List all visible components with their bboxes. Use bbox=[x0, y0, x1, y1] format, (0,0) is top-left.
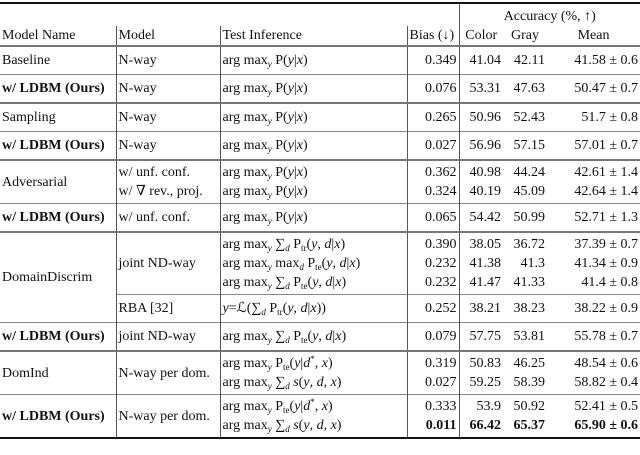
bias-value: 0.349 bbox=[425, 53, 457, 68]
test-inference-cell bbox=[220, 395, 407, 439]
bias-value: 0.232 bbox=[425, 275, 457, 290]
gray-accuracy-cell bbox=[503, 295, 547, 323]
mean-accuracy-cell bbox=[547, 232, 640, 295]
mean-accuracy-value: 42.64 ± 1.4 bbox=[574, 184, 639, 199]
color-accuracy-value: 57.75 bbox=[469, 329, 501, 344]
mean-accuracy-cell bbox=[547, 295, 640, 323]
mean-accuracy-value: 41.34 ± 0.9 bbox=[574, 256, 639, 271]
test-inference-value: arg $\max_y \sum_d$ $P_{te}(y$, d|x) bbox=[222, 275, 347, 291]
table-row bbox=[0, 160, 640, 204]
mean-accuracy-value: 52.71 ± 1.3 bbox=[574, 210, 639, 225]
color-accuracy-value: 56.96 bbox=[469, 138, 501, 153]
gray-accuracy-value: 65.37 bbox=[513, 418, 545, 433]
gray-accuracy-value: 41.3 bbox=[520, 256, 545, 271]
mean-accuracy-value: 41.58 ± 0.6 bbox=[574, 53, 639, 68]
test-inference-cell bbox=[220, 75, 407, 104]
header-model: Model bbox=[116, 26, 220, 46]
test-inference-value: arg $\max_y P(y|x)$ bbox=[222, 110, 308, 126]
bias-value: 0.333 bbox=[425, 399, 457, 414]
mean-accuracy-value: 65.90 ± 0.6 bbox=[574, 418, 639, 433]
gray-accuracy-value: 45.09 bbox=[513, 184, 545, 199]
gray-accuracy-cell bbox=[503, 160, 547, 204]
test-inference-value: arg $\max_y P(y|x)$ bbox=[222, 81, 308, 97]
color-accuracy-cell bbox=[459, 295, 503, 323]
gray-accuracy-value: 53.81 bbox=[513, 329, 545, 344]
color-accuracy-cell bbox=[459, 132, 503, 161]
mean-accuracy-value: 50.47 ± 0.7 bbox=[574, 81, 639, 96]
test-inference-value: $y=ℒ(\sum_d$ $P_{tr}(y$, d|x)) bbox=[222, 301, 326, 317]
gray-accuracy-cell bbox=[503, 351, 547, 395]
test-inference-value: arg $\max_y \sum_d$ $P_{te}(y$, d|x) bbox=[222, 329, 347, 345]
test-inference-cell bbox=[220, 323, 407, 352]
model-cell: N-way bbox=[116, 132, 220, 161]
test-inference-value: arg $\max_y P(y|x)$ bbox=[222, 165, 308, 181]
mean-accuracy-cell bbox=[547, 204, 640, 233]
bias-cell bbox=[407, 103, 459, 132]
color-accuracy-value: 66.42 bbox=[469, 418, 501, 433]
test-inference-cell bbox=[220, 103, 407, 132]
header-spacer bbox=[0, 3, 459, 26]
bias-value: 0.065 bbox=[425, 210, 457, 225]
test-inference-value: arg $\max_y \sum_d$ s(y, d, x) bbox=[222, 375, 342, 391]
bias-value: 0.252 bbox=[425, 301, 457, 316]
color-accuracy-value: 41.38 bbox=[469, 256, 501, 271]
test-inference-value: arg $\max_y \sum_d$ $P_{tr}(y$, d|x) bbox=[222, 237, 346, 253]
test-inference-value: arg $\max_y P(y|x)$ bbox=[222, 138, 308, 154]
gray-accuracy-value: 52.43 bbox=[513, 110, 545, 125]
gray-accuracy-cell bbox=[503, 232, 547, 295]
header-color: Color bbox=[459, 26, 503, 46]
bias-cell bbox=[407, 323, 459, 352]
gray-accuracy-value: 36.72 bbox=[513, 237, 545, 252]
gray-accuracy-value: 47.63 bbox=[513, 81, 545, 96]
bias-cell bbox=[407, 132, 459, 161]
bias-value: 0.324 bbox=[425, 184, 457, 199]
gray-accuracy-cell bbox=[503, 395, 547, 439]
mean-accuracy-value: 37.39 ± 0.7 bbox=[574, 237, 639, 252]
table-row bbox=[0, 132, 640, 161]
model-cell: N-way per dom. bbox=[116, 395, 220, 439]
test-inference-cell bbox=[220, 46, 407, 75]
model-line: w/ ∇ rev., proj. bbox=[118, 184, 203, 199]
bias-cell bbox=[407, 75, 459, 104]
gray-accuracy-cell bbox=[503, 103, 547, 132]
mean-accuracy-value: 41.4 ± 0.8 bbox=[581, 275, 639, 290]
model-cell: RBA [32] bbox=[116, 295, 220, 323]
mean-accuracy-value: 51.7 ± 0.8 bbox=[581, 110, 639, 125]
test-inference-cell bbox=[220, 132, 407, 161]
color-accuracy-value: 40.19 bbox=[469, 184, 501, 199]
color-accuracy-cell bbox=[459, 351, 503, 395]
mean-accuracy-cell bbox=[547, 46, 640, 75]
gray-accuracy-value: 44.24 bbox=[513, 165, 545, 180]
bias-value: 0.027 bbox=[425, 375, 457, 390]
table-row bbox=[0, 395, 640, 439]
model-cell: N-way bbox=[116, 46, 220, 75]
color-accuracy-value: 38.21 bbox=[469, 301, 501, 316]
header-model-name: Model Name bbox=[0, 26, 116, 46]
gray-accuracy-value: 50.99 bbox=[513, 210, 545, 225]
mean-accuracy-cell bbox=[547, 351, 640, 395]
color-accuracy-value: 41.47 bbox=[469, 275, 501, 290]
model-line: w/ unf. conf. bbox=[118, 165, 191, 180]
color-accuracy-value: 40.98 bbox=[469, 165, 501, 180]
bias-value: 0.076 bbox=[425, 81, 457, 96]
bias-value: 0.079 bbox=[425, 329, 457, 344]
mean-accuracy-value: 55.78 ± 0.7 bbox=[574, 329, 639, 344]
gray-accuracy-cell bbox=[503, 204, 547, 233]
table-row bbox=[0, 323, 640, 352]
color-accuracy-cell bbox=[459, 103, 503, 132]
bias-cell bbox=[407, 46, 459, 75]
model-cell: w/ unf. conf. bbox=[116, 204, 220, 233]
table-row bbox=[0, 75, 640, 104]
gray-accuracy-value: 58.39 bbox=[513, 375, 545, 390]
mean-accuracy-cell bbox=[547, 132, 640, 161]
test-inference-value: arg $\max_y P(y|x)$ bbox=[222, 184, 308, 200]
results-table bbox=[0, 2, 640, 439]
bias-value: 0.011 bbox=[425, 418, 457, 433]
gray-accuracy-value: 42.11 bbox=[514, 53, 545, 68]
test-inference-value: arg $\max_y \max_d P_{te}(y$, d|x) bbox=[222, 256, 361, 272]
header-test-inference: Test Inference bbox=[220, 26, 407, 46]
gray-accuracy-value: 57.15 bbox=[513, 138, 545, 153]
table-body bbox=[0, 46, 640, 438]
mean-accuracy-cell bbox=[547, 75, 640, 104]
gray-accuracy-value: 41.33 bbox=[513, 275, 545, 290]
test-inference-cell bbox=[220, 232, 407, 295]
color-accuracy-cell bbox=[459, 323, 503, 352]
model-name-cell: DomainDiscrim bbox=[0, 232, 116, 323]
color-accuracy-value: 41.04 bbox=[469, 53, 501, 68]
mean-accuracy-value: 42.61 ± 1.4 bbox=[574, 165, 639, 180]
mean-accuracy-value: 48.54 ± 0.6 bbox=[574, 356, 639, 371]
gray-accuracy-cell bbox=[503, 323, 547, 352]
gray-accuracy-cell bbox=[503, 75, 547, 104]
model-name-cell: w/ LDBM (Ours) bbox=[0, 75, 116, 104]
color-accuracy-cell bbox=[459, 395, 503, 439]
model-cell bbox=[116, 160, 220, 204]
test-inference-value: arg $\max_y P_{te}(y|d^*$, x) bbox=[222, 397, 333, 415]
model-name-cell: w/ LDBM (Ours) bbox=[0, 204, 116, 233]
color-accuracy-cell bbox=[459, 160, 503, 204]
model-cell: joint ND-way bbox=[116, 232, 220, 295]
test-inference-value: arg $\max_y \sum_d$ s(y, d, x) bbox=[222, 418, 342, 434]
gray-accuracy-cell bbox=[503, 132, 547, 161]
bias-value: 0.390 bbox=[425, 237, 457, 252]
bias-cell bbox=[407, 232, 459, 295]
color-accuracy-value: 54.42 bbox=[469, 210, 501, 225]
color-accuracy-value: 59.25 bbox=[469, 375, 501, 390]
color-accuracy-value: 50.83 bbox=[469, 356, 501, 371]
test-inference-value: arg $\max_y P(y|x)$ bbox=[222, 210, 308, 226]
gray-accuracy-value: 50.92 bbox=[513, 399, 545, 414]
mean-accuracy-cell bbox=[547, 103, 640, 132]
color-accuracy-cell bbox=[459, 46, 503, 75]
model-name-cell: Sampling bbox=[0, 103, 116, 132]
gray-accuracy-value: 46.25 bbox=[513, 356, 545, 371]
color-accuracy-value: 53.31 bbox=[469, 81, 501, 96]
table-row bbox=[0, 204, 640, 233]
bias-cell bbox=[407, 295, 459, 323]
gray-accuracy-cell bbox=[503, 46, 547, 75]
test-inference-cell bbox=[220, 351, 407, 395]
test-inference-value: arg $\max_y P(y|x)$ bbox=[222, 53, 308, 69]
color-accuracy-cell bbox=[459, 232, 503, 295]
model-name-cell: DomInd bbox=[0, 351, 116, 395]
bias-value: 0.232 bbox=[425, 256, 457, 271]
color-accuracy-cell bbox=[459, 204, 503, 233]
model-cell: N-way per dom. bbox=[116, 351, 220, 395]
mean-accuracy-cell bbox=[547, 323, 640, 352]
bias-cell bbox=[407, 160, 459, 204]
model-cell: N-way bbox=[116, 103, 220, 132]
test-inference-cell bbox=[220, 160, 407, 204]
mean-accuracy-value: 57.01 ± 0.7 bbox=[574, 138, 639, 153]
table-row bbox=[0, 103, 640, 132]
mean-accuracy-value: 58.82 ± 0.4 bbox=[574, 375, 639, 390]
model-name-cell: Adversarial bbox=[0, 160, 116, 204]
bias-value: 0.027 bbox=[425, 138, 457, 153]
gray-accuracy-value: 38.23 bbox=[513, 301, 545, 316]
model-name-cell: Baseline bbox=[0, 46, 116, 75]
mean-accuracy-cell bbox=[547, 395, 640, 439]
table-row bbox=[0, 232, 640, 295]
color-accuracy-value: 50.96 bbox=[469, 110, 501, 125]
bias-value: 0.265 bbox=[425, 110, 457, 125]
color-accuracy-cell bbox=[459, 75, 503, 104]
model-name-cell: w/ LDBM (Ours) bbox=[0, 132, 116, 161]
mean-accuracy-value: 38.22 ± 0.9 bbox=[574, 301, 639, 316]
header-accuracy: Accuracy (%, ↑) bbox=[459, 3, 640, 26]
model-name-cell: w/ LDBM (Ours) bbox=[0, 323, 116, 352]
header-mean: Mean bbox=[547, 26, 640, 46]
model-cell: N-way bbox=[116, 75, 220, 104]
bias-value: 0.319 bbox=[425, 356, 457, 371]
color-accuracy-value: 38.05 bbox=[469, 237, 501, 252]
test-inference-value: arg $\max_y P_{te}(y|d^*$, x) bbox=[222, 354, 333, 372]
bias-value: 0.362 bbox=[425, 165, 457, 180]
mean-accuracy-value: 52.41 ± 0.5 bbox=[574, 399, 639, 414]
test-inference-cell bbox=[220, 204, 407, 233]
test-inference-cell bbox=[220, 295, 407, 323]
color-accuracy-value: 53.9 bbox=[476, 399, 501, 414]
mean-accuracy-cell bbox=[547, 160, 640, 204]
table-row bbox=[0, 351, 640, 395]
header-bias: Bias (↓) bbox=[407, 26, 459, 46]
model-cell: joint ND-way bbox=[116, 323, 220, 352]
bias-cell bbox=[407, 204, 459, 233]
bias-cell bbox=[407, 351, 459, 395]
model-name-cell: w/ LDBM (Ours) bbox=[0, 395, 116, 439]
header-gray: Gray bbox=[503, 26, 547, 46]
bias-cell bbox=[407, 395, 459, 439]
table-row bbox=[0, 46, 640, 75]
